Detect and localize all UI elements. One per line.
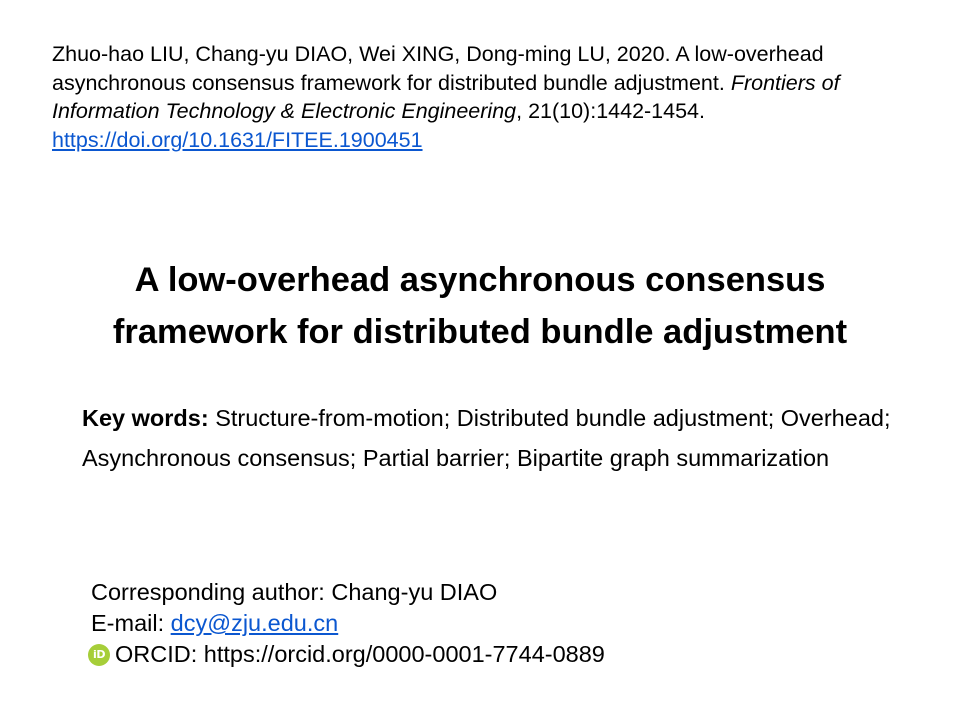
keywords-block xyxy=(82,399,902,478)
email-link[interactable]: dcy@zju.edu.cn xyxy=(170,610,339,636)
citation-authors-year: Zhuo-hao LIU, Chang-yu DIAO, Wei XING, Dong-ming LU, 2020. xyxy=(52,42,671,66)
doi-link[interactable]: https://doi.org/10.1631/FITEE.1900451 xyxy=(52,127,423,152)
title-line-1: A low-overhead asynchronous consensus xyxy=(134,261,826,299)
email-label: E-mail: xyxy=(91,610,165,636)
citation-block xyxy=(52,40,932,154)
citation-volume-pages: , 21(10):1442-1454. xyxy=(516,99,705,123)
corresponding-author-line xyxy=(91,577,891,608)
email-line xyxy=(91,608,891,639)
page-title xyxy=(0,254,960,358)
keywords-text: Structure-from-motion; Distributed bundle adjustment; Overhead; Asynchronous consensus; Partial barrier; Bipartite graph summarization xyxy=(82,405,891,471)
contact-block xyxy=(91,577,891,670)
citation-article-title: A low-overhead asynchronous consensus framework for distributed bundle adjustment. xyxy=(52,42,824,95)
orcid-text: ORCID: https://orcid.org/0000-0001-7744-0889 xyxy=(115,641,605,667)
keywords-label: Key words: xyxy=(82,405,209,431)
citation-journal: Frontiers of Information Technology & Electronic Engineering xyxy=(52,70,840,123)
title-line-2: framework for distributed bundle adjustment xyxy=(112,313,848,351)
orcid-line xyxy=(91,639,891,670)
orcid-icon: iD xyxy=(88,644,110,666)
corresponding-author: Corresponding author: Chang-yu DIAO xyxy=(91,579,498,605)
